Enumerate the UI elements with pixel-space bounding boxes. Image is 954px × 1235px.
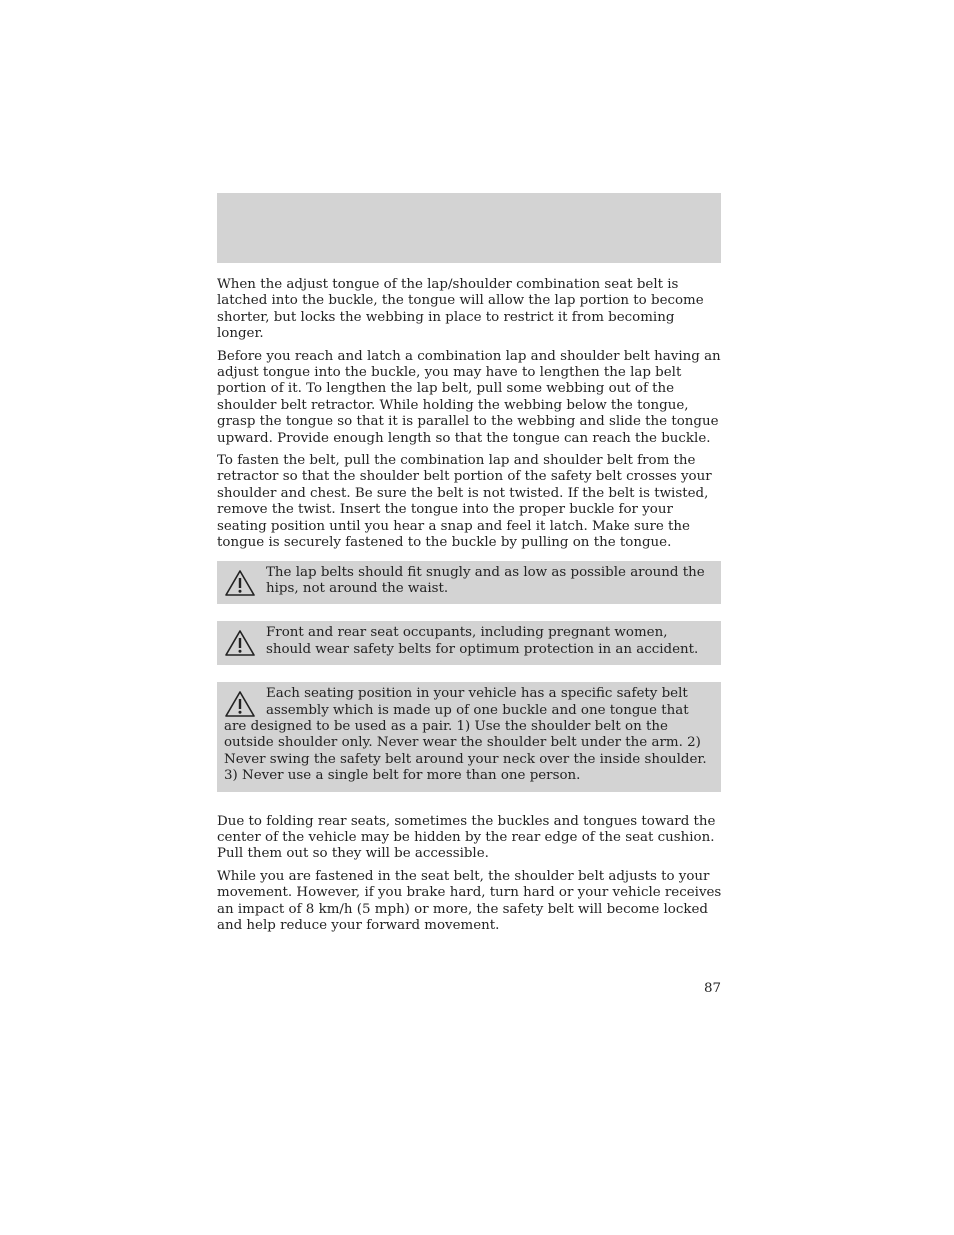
warning-triangle-icon — [224, 690, 256, 718]
lower-section — [217, 814, 723, 935]
warning-text: Each seating position in your vehicle has a specific safety belt assembly which is made up of one buckle and one tongue that are designed to be used as a pair. 1) Use the shoulder belt on the outside shoulder only. Never wear the shoulder belt under the arm. 2) Never swing the safety belt around your neck over the inside shoulder. 3) Never use a single belt for more than one person. — [224, 686, 707, 784]
warning-box-occupants — [217, 621, 721, 665]
warning-box-lap-belt-fit — [217, 561, 721, 605]
warning-text: Front and rear seat occupants, including pregnant women, should wear safety belts for optimum protection in an accident. — [266, 625, 699, 657]
page-content — [217, 277, 723, 940]
paragraph-belt-locking: While you are fastened in the seat belt, the shoulder belt adjusts to your movement. However, if you brake hard, turn hard or your vehicle receives an impact of 8 km/h (5 mph) or more, the safety belt will become locked and help reduce your forward movement. — [217, 868, 722, 933]
warning-triangle-icon — [224, 629, 256, 657]
paragraph-adjust-tongue: When the adjust tongue of the lap/shoulder combination seat belt is latched into the buckle, the tongue will allow the lap portion to become shorter, but locks the webbing in place to restrict it from becoming longer. — [217, 277, 704, 342]
page-number: 87 — [703, 981, 721, 996]
warning-triangle-icon — [224, 569, 256, 597]
paragraph-folding-rear-seats: Due to folding rear seats, sometimes the buckles and tongues toward the center of the vehicle may be hidden by the rear edge of the seat cushion. Pull them out so they will be accessible. — [217, 813, 716, 862]
paragraph-fasten-belt: To fasten the belt, pull the combination lap and shoulder belt from the retractor so that the shoulder belt portion of the safety belt crosses your shoulder and chest. Be sure the belt is not twisted. If the belt is twisted, remove the twist. Insert the tongue into the proper buckle for your seating position until you hear a snap and feel it latch. Make sure the tongue is securely fastened to the buckle by pulling on the tongue. — [217, 453, 712, 551]
warning-text: The lap belts should fit snugly and as low as possible around the hips, not around the waist. — [266, 564, 705, 596]
warning-box-seating-position — [217, 682, 721, 791]
paragraph-lengthen-lap-belt: Before you reach and latch a combination lap and shoulder belt having an adjust tongue into the buckle, you may have to lengthen the lap belt portion of it. To lengthen the lap belt, pull some webbing out of the shoulder belt retractor. While holding the webbing below the tongue, grasp the tongue so that it is parallel to the webbing and slide the tongue upward. Provide enough length so that the tongue can reach the buckle. — [217, 348, 721, 446]
section-header-bar — [217, 193, 721, 263]
